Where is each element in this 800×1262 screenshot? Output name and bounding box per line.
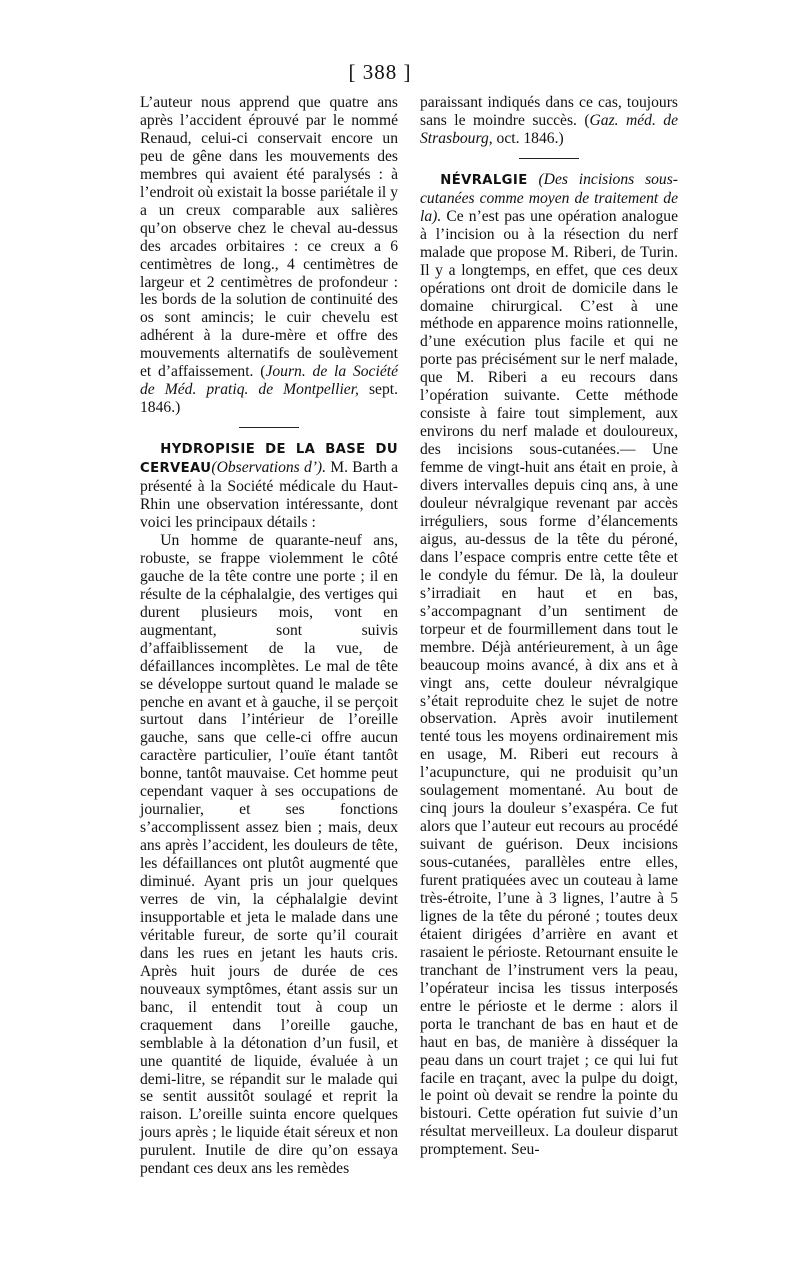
hydropisie-citation: Gaz. méd. de Strasbourg, — [420, 111, 678, 147]
nevralgie-subheading: (Des incisions sous-cutanées comme moyen de traitement de la). — [420, 170, 678, 225]
renaud-case-paragraph — [140, 94, 398, 417]
nevralgie-article — [420, 171, 678, 1159]
right-column — [420, 94, 678, 1159]
section-divider — [519, 158, 579, 159]
hydropisie-heading: HYDROPISIE DE LA BASE DU CERVEAU — [140, 442, 398, 477]
hydropisie-date: oct. 1846.) — [492, 129, 564, 147]
left-column — [140, 94, 398, 1178]
page-number-value: 388 — [362, 60, 398, 84]
hydropisie-continuation — [420, 94, 678, 148]
renaud-case-text: L’auteur nous apprend que quatre ans après l’accident éprouvé par le nommé Renaud, celui-ci conservait encore un peu de gêne dans les mouvements des membres qui avaient été paralysés : à l’endroit où existait la bosse pariétale il y a un creux comparable aux salières qu’on observe chez le cheval au-dessus des arcades orbitaires : ce creux a 6 centimètres de long., 4 centimètres de largeur et 2 centimètres de profondeur : les bords de la solution de continuité des os sont amincis; le cuir chevelu est adhérent à la dure-mère et offre des mouvements alternatifs de soulèvement et d’affaissement. ( — [140, 94, 398, 381]
hydropisie-intro — [140, 440, 398, 532]
hydropisie-continuation-text: paraissant indiqués dans ce cas, toujours sans le moindre succès. ( — [420, 94, 678, 129]
hydropisie-subheading: (Observations d’). — [211, 459, 327, 477]
hydropisie-intro-text: M. Barth a présenté à la Société médicale du Haut-Rhin une observation intéressante, dont voici les principaux détails : — [140, 459, 398, 531]
renaud-case-citation: Journ. de la Société de Méd. pratiq. de Montpellier, — [140, 363, 398, 399]
section-divider — [239, 427, 299, 428]
hydropisie-body: Un homme de quarante-neuf ans, robuste, se frappe violemment le côté gauche de la tête contre une porte ; il en résulte de la céphalalgie, des vertiges qui durent plusieurs mois, vont en augmentant, sont suivis d’affaiblissement de la vue, de défaillances incomplètes. Le mal de tête se développe surtout quand le malade se penche en avant et à gauche, il se perçoit surtout dans l’intérieur de l’oreille gauche, sans que celle-ci offre aucun caractère particulier, l’ouïe étant tantôt bonne, tantôt mauvaise. Cet homme peut cependant vaquer à ses occupations de journalier, et ses fonctions s’accomplissent assez bien ; mais, deux ans après l’accident, les douleurs de tête, les défaillances ont plutôt augmenté que diminué. Ayant pris un jour quelques verres de vin, la céphalalgie devint insupportable et jeta le malade dans une véritable fureur, de sorte qu’il courait dans les rues en jetant les hauts cris. Après huit jours de durée de ces nouveaux symptômes, étant assis sur un banc, il entendit tout à coup un craquement dans l’oreille gauche, semblable à la détonation d’un fusil, et une quantité de liquide, évaluée à un demi-litre, se répandit sur le malade qui se sentit aussitôt soulagé et reprit la raison. L’oreille suinta encore quelques jours après ; le liquide était séreux et non purulent. Inutile de dire qu’on essaya pendant ces deux ans les remèdes — [140, 531, 398, 1178]
nevralgie-heading: NÉVRALGIE — [440, 172, 528, 188]
renaud-case-date: sept. 1846.) — [140, 381, 398, 417]
nevralgie-text: Ce n’est pas une opération analogue à l’incision ou à la résection du nerf malade que propose M. Riberi, de Turin. Il y a longtemps, en effet, que ces deux opérations ont droit de domicile dans le domaine chirurgical. C’est à une méthode en apparence moins rationnelle, d’une exécution plus facile et qui ne porte pas précisément sur le nerf malade, que M. Riberi a eu recours dans l’opération suivante. Cette méthode consiste à faire tout simplement, aux environs du nerf malade et douloureux, des incisions sous-cutanées.— Une femme de vingt-huit ans était en proie, à divers intervalles depuis cinq ans, à une douleur névralgique revenant par accès irréguliers, sous forme d’élancements aigus, au-dessus de la tête du péroné, dans l’espace compris entre cette tête et le condyle du fémur. De là, la douleur s’irradiait en haut et en bas, s’accompagnant d’un sentiment de torpeur et de fourmillement dans tout le membre. Déjà antérieurement, à un âge beaucoup moins avancé, à dix ans et à vingt ans, cette douleur névralgique s’était reproduite chez le sujet de notre observation. Après avoir inutilement tenté tous les moyens ordinairement mis en usage, M. Riberi eut recours à l’acupuncture, qui ne produisit qu’un soulagement momentané. Au bout de cinq jours la douleur s’exaspéra. Ce fut alors que l’auteur eut recours au procédé suivant de guérison. Deux incisions sous-cutanées, parallèles entre elles, furent pratiquées avec un couteau à lame très-étroite, l’une à 3 lignes, l’autre à 5 lignes de la tête du péroné ; toutes deux étaient dirigées d’arrière en avant et rasaient le périoste. Retournant ensuite le tranchant de l’instrument vers la peau, l’opérateur incisa les tissus interposés entre le périoste et le derme : alors il porta le tranchant de bas en haut et de haut en bas, de manière à disséquer la peau dans un court trajet ; ce qui lui fut facile en traçant, avec la pulpe du doigt, le point où devait se rendre la pointe du bistouri. Cette opération fut suivie d’un résultat merveilleux. La douleur disparut promptement. Seu- — [420, 207, 678, 1159]
page-number: [ 388 ] — [348, 60, 412, 84]
